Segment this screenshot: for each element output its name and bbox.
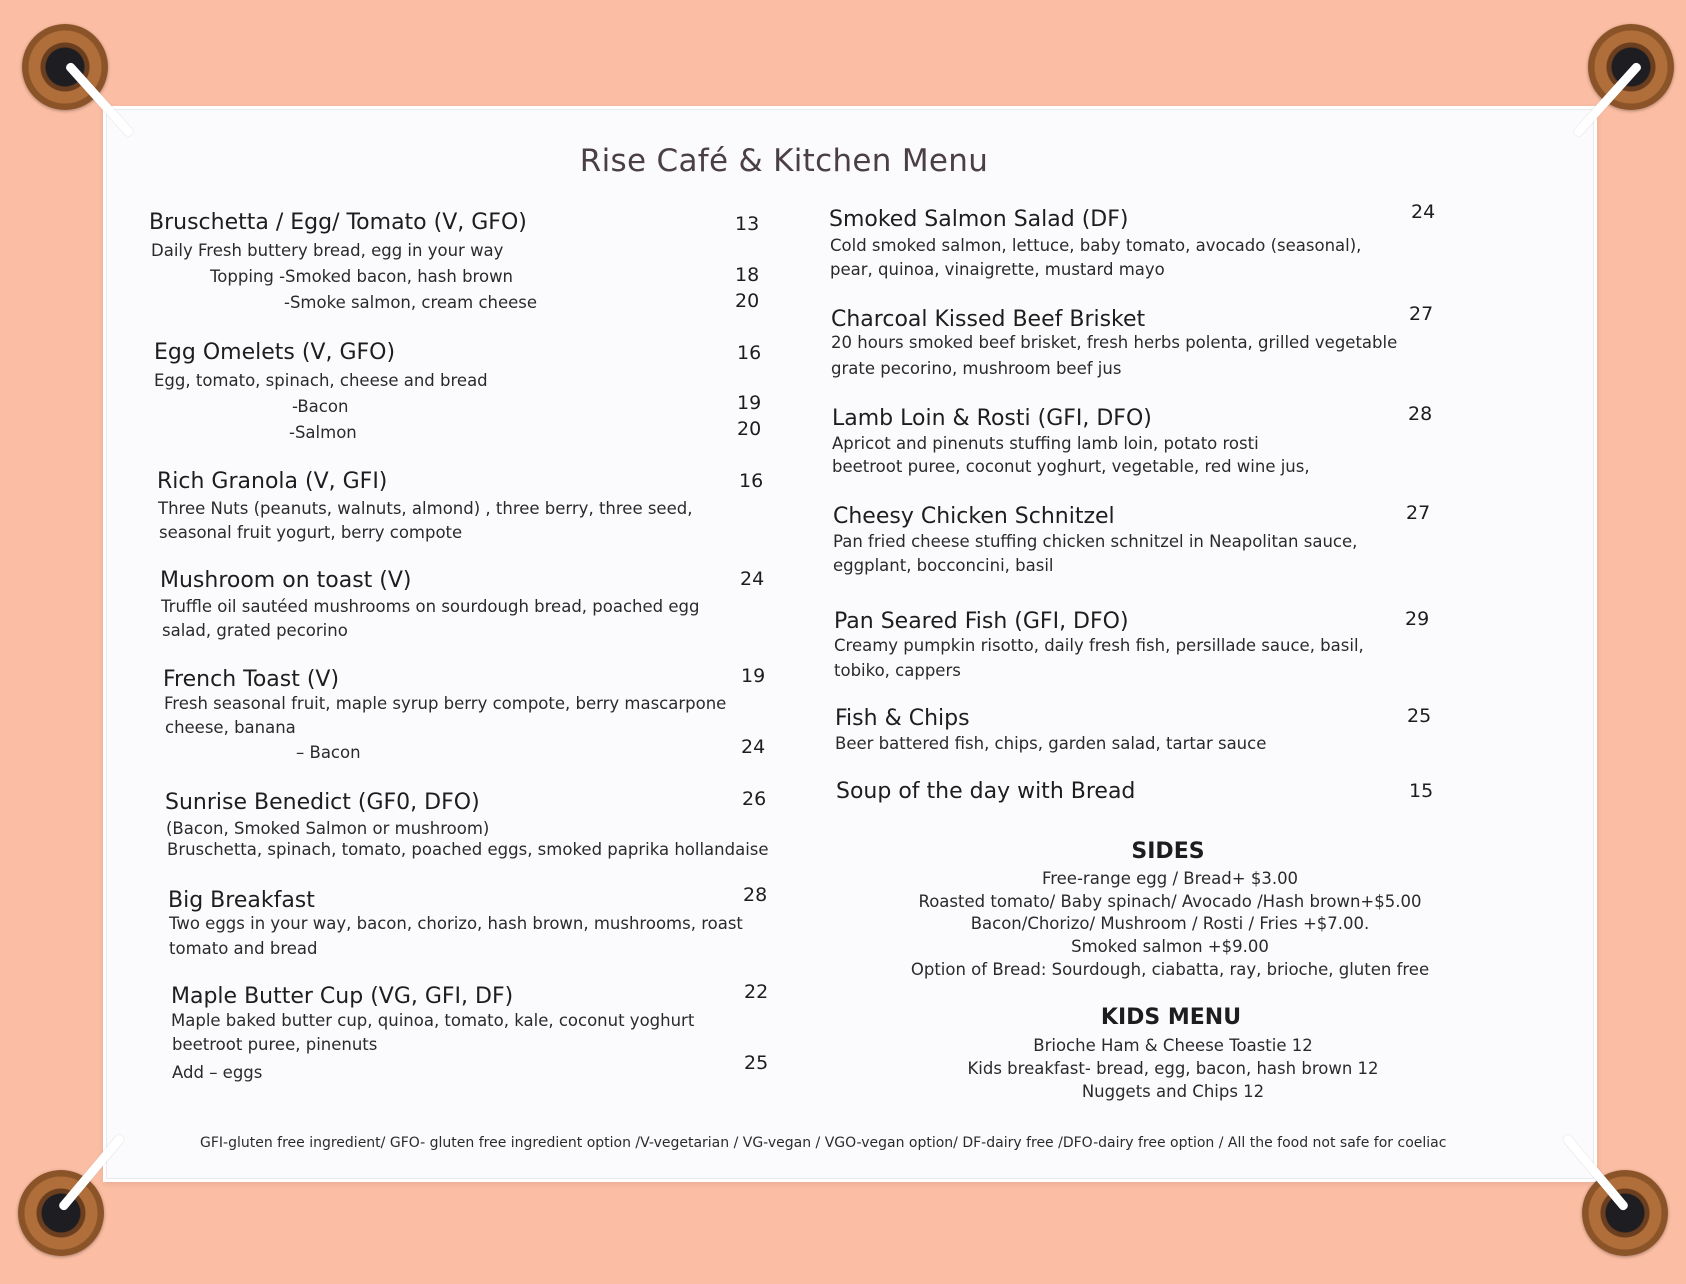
item-price: 28: [1408, 403, 1433, 425]
item-description: eggplant, bocconcini, basil: [833, 556, 1054, 575]
item-description: Bruschetta, spinach, tomato, poached eggs, smoked paprika hollandaise: [167, 840, 769, 859]
item-price: 28: [743, 884, 768, 906]
grommet-bottom-left: [18, 1170, 104, 1256]
item-name: French Toast (V): [163, 667, 340, 692]
kids-menu-line: Nuggets and Chips 12: [1081, 1082, 1265, 1101]
item-description: beetroot puree, pinenuts: [172, 1035, 378, 1054]
item-description: 20 hours smoked beef brisket, fresh herbs polenta, grilled vegetable: [831, 333, 1398, 352]
item-name: Mushroom on toast (V): [160, 568, 412, 593]
item-description: cheese, banana: [165, 718, 296, 737]
item-description: Beer battered fish, chips, garden salad, tartar sauce: [835, 734, 1267, 753]
item-price: 19: [741, 665, 766, 687]
kids-menu-heading: KIDS MENU: [1100, 1005, 1242, 1030]
grommet-bottom-right: [1582, 1170, 1668, 1256]
item-name: Maple Butter Cup (VG, GFI, DF): [171, 984, 514, 1009]
item-name: Big Breakfast: [168, 888, 315, 913]
option-price: 24: [741, 736, 766, 758]
item-description: Fresh seasonal fruit, maple syrup berry compote, berry mascarpone: [164, 694, 727, 713]
item-description: pear, quinoa, vinaigrette, mustard mayo: [830, 260, 1165, 279]
item-description: salad, grated pecorino: [162, 621, 348, 640]
kids-menu-line: Brioche Ham & Cheese Toastie 12: [1033, 1036, 1313, 1055]
option-price: 20: [737, 418, 762, 440]
item-option: Add – eggs: [172, 1063, 263, 1082]
item-price: 16: [737, 342, 762, 364]
item-price: 29: [1405, 608, 1430, 630]
item-description: grate pecorino, mushroom beef jus: [831, 359, 1122, 378]
item-price: 15: [1409, 780, 1434, 802]
item-option: -Bacon: [292, 397, 349, 416]
item-price: 26: [742, 788, 767, 810]
sides-line: Free-range egg / Bread+ $3.00: [1041, 869, 1299, 888]
item-name: Charcoal Kissed Beef Brisket: [831, 307, 1146, 332]
menu-title: Rise Café & Kitchen Menu: [579, 143, 989, 179]
item-name: Rich Granola (V, GFI): [157, 469, 388, 494]
sides-line: Bacon/Chorizo/ Mushroom / Rosti / Fries +$7.00.: [970, 914, 1370, 933]
item-description: Egg, tomato, spinach, cheese and bread: [154, 371, 488, 390]
item-price: 22: [744, 981, 769, 1003]
item-description: Creamy pumpkin risotto, daily fresh fish, persillade sauce, basil,: [834, 636, 1364, 655]
dietary-legend-footer: GFI-gluten free ingredient/ GFO- gluten free ingredient option /V-vegetarian / VG-vegan / VGO-vegan option/ DF-dairy free /DFO-dairy free option / All the food not safe for coeliac: [200, 1135, 1447, 1151]
item-name: Lamb Loin & Rosti (GFI, DFO): [832, 406, 1152, 431]
item-name: Pan Seared Fish (GFI, DFO): [834, 609, 1129, 634]
item-description: Daily Fresh buttery bread, egg in your way: [151, 241, 504, 260]
option-price: 25: [744, 1052, 769, 1074]
kids-menu-line: Kids breakfast- bread, egg, bacon, hash brown 12: [967, 1059, 1379, 1078]
option-price: 18: [735, 264, 760, 286]
item-price: 24: [1411, 201, 1436, 223]
sides-line: Smoked salmon +$9.00: [1071, 937, 1269, 956]
item-description: (Bacon, Smoked Salmon or mushroom): [166, 819, 490, 838]
item-description: Three Nuts (peanuts, walnuts, almond) , three berry, three seed,: [158, 499, 693, 518]
item-option: -Smoke salmon, cream cheese: [284, 293, 538, 312]
item-name: Soup of the day with Bread: [836, 779, 1136, 804]
item-description: Cold smoked salmon, lettuce, baby tomato, avocado (seasonal),: [830, 236, 1362, 255]
item-name: Bruschetta / Egg/ Tomato (V, GFO): [149, 210, 527, 235]
item-description: Maple baked butter cup, quinoa, tomato, kale, coconut yoghurt: [171, 1011, 695, 1030]
sides-line: Option of Bread: Sourdough, ciabatta, ray, brioche, gluten free: [910, 960, 1430, 979]
option-price: 20: [735, 290, 760, 312]
sides-line: Roasted tomato/ Baby spinach/ Avocado /Hash brown+$5.00: [918, 892, 1422, 911]
item-name: Egg Omelets (V, GFO): [154, 340, 396, 365]
item-description: seasonal fruit yogurt, berry compote: [159, 523, 463, 542]
item-option: – Bacon: [296, 743, 361, 762]
item-price: 13: [735, 213, 760, 235]
item-description: Truffle oil sautéed mushrooms on sourdough bread, poached egg: [161, 597, 700, 616]
item-price: 27: [1409, 303, 1434, 325]
option-price: 19: [737, 392, 762, 414]
sides-heading: SIDES: [1131, 839, 1205, 864]
item-name: Sunrise Benedict (GF0, DFO): [165, 790, 480, 815]
item-name: Cheesy Chicken Schnitzel: [833, 504, 1115, 529]
item-price: 16: [739, 470, 764, 492]
item-option: -Salmon: [289, 423, 357, 442]
item-description: Apricot and pinenuts stuffing lamb loin, potato rosti: [832, 434, 1259, 453]
item-description: Pan fried cheese stuffing chicken schnitzel in Neapolitan sauce,: [833, 532, 1358, 551]
item-price: 24: [740, 568, 765, 590]
item-name: Fish & Chips: [835, 706, 970, 731]
item-price: 27: [1406, 502, 1431, 524]
item-description: tomato and bread: [169, 939, 318, 958]
item-description: Two eggs in your way, bacon, chorizo, hash brown, mushrooms, roast: [169, 914, 743, 933]
item-price: 25: [1407, 705, 1432, 727]
item-description: beetroot puree, coconut yoghurt, vegetable, red wine jus,: [832, 457, 1310, 476]
item-name: Smoked Salmon Salad (DF): [829, 207, 1129, 232]
item-option: Topping -Smoked bacon, hash brown: [210, 267, 514, 286]
item-description: tobiko, cappers: [834, 661, 961, 680]
